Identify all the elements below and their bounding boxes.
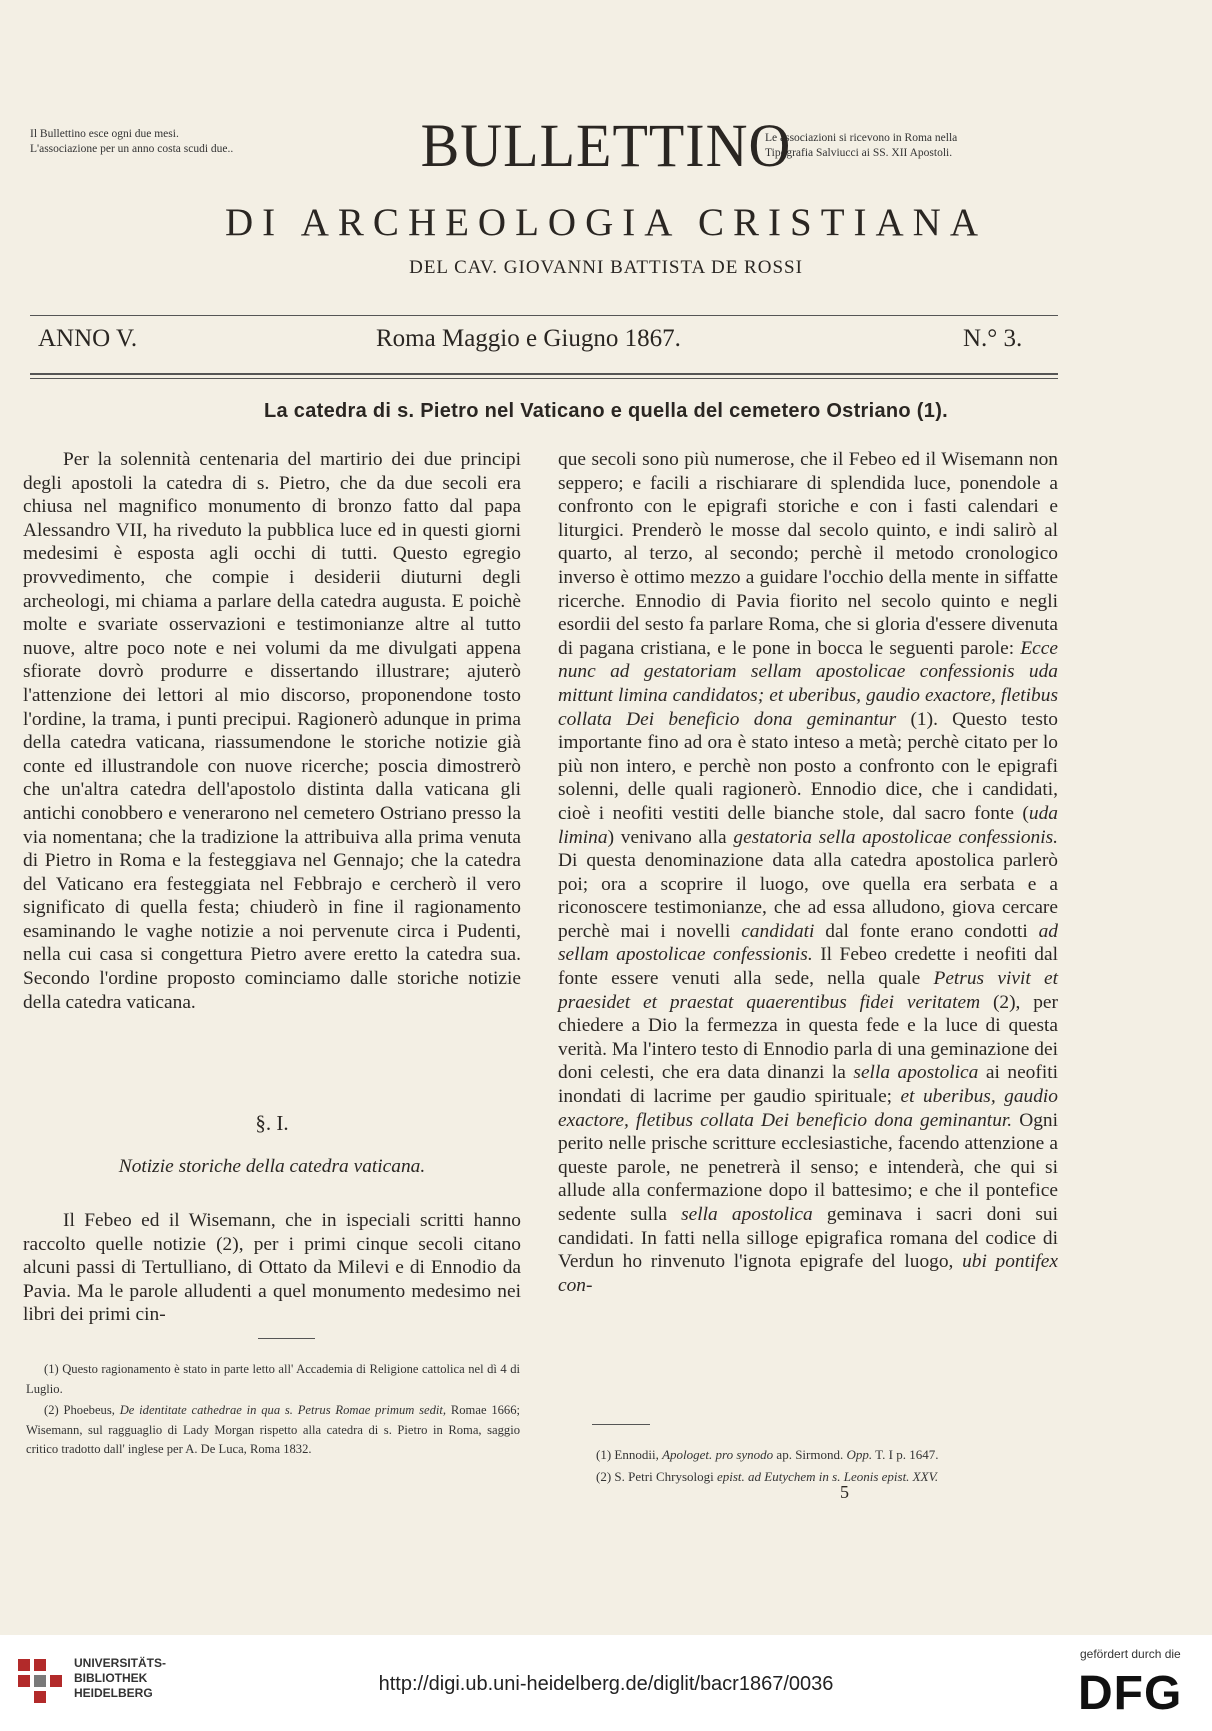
text-run: Ogni perito nelle prische scritture ecclesiastiche, facendo attenzione a queste parole, ne penetrerà il senso; e intenderà, che qui si allude alla confermazione dopo il battesimo; e che il pontefice sedente sulla (558, 1109, 1058, 1225)
library-name-line: HEIDELBERG (74, 1686, 153, 1700)
footnote-text: Romae 1666; Wisemann, sul ragguaglio di Lady Morgan rispetto alla catedra di s. Pietro in Roma, saggio critico tradotto dall' inglese per A. De Luca, Roma 1832. (26, 1403, 521, 1456)
divider (30, 373, 1058, 375)
footnote (26, 1401, 520, 1460)
location-note-line: Le associazioni si ricevono in Roma nella (765, 132, 958, 144)
text-run: (2), per chiedere a Dio la fermezza in questa fede e la luce di questa verità. Ma l'intero testo di Ennodio parla di una geminazione dei doni celesti, che era data dinanzi la (558, 991, 1058, 1084)
footnote-rule (592, 1424, 650, 1425)
text-run: dal fonte erano condotti (814, 920, 1039, 942)
text-run: geminava i sacri doni sui candidati. In fatti nella silloge epigrafica romana del codice di Verdun ho rinvenuto l'ignota epigrafe del luogo, (558, 1204, 1059, 1273)
subscription-note-line: Il Bullettino esce ogni due mesi. (30, 128, 179, 140)
footnote: (1) Questo ragionamento è stato in parte letto all' Accademia di Religione cattolica nel dì 4 di Luglio. (26, 1362, 520, 1396)
issue-number: N.° 3. (963, 325, 1023, 352)
journal-author: DEL CAV. GIOVANNI BATTISTA DE ROSSI (409, 257, 803, 278)
section-title: Notizie storiche della catedra vaticana. (118, 1156, 426, 1177)
paragraph: Il Febeo ed il Wisemann, che in ispeciali scritti hanno raccolto quelle notizie (2), per i primi cinque secoli citano alcuni passi di Tertulliano, di Ottato da Milevi e di Ennodio da Pavia. Ma le parole alludenti a quel monumento medesimo nei libri dei primi cin- (23, 1210, 521, 1326)
paragraph (558, 448, 1058, 1297)
latin-quote: ad sellam apostolicae confessionis. (558, 920, 1058, 966)
footnote-text: (1) Ennodii, (596, 1447, 663, 1462)
footnote (596, 1445, 1056, 1465)
footnote-text: ap. Sirmond. (773, 1447, 847, 1462)
latin-quote: uda limina (558, 802, 1058, 848)
issue-date: Roma Maggio e Giugno 1867. (376, 325, 681, 352)
text-run: ) venivano alla (607, 826, 734, 848)
left-column-continued (23, 1209, 521, 1327)
footnote-text: T. I p. 1647. (872, 1447, 939, 1462)
latin-quote: candidati (741, 920, 815, 942)
paragraph: Per la solennità centenaria del martirio dei due principi degli apostoli la catedra di s. Pietro, che da due secoli era chiusa nel magnifico monumento di bronzo fatto dal papa Alessandro VII, ha riveduto la pubblica luce ed in questi giorni medesimi è esposta agli occhi di tutti. Questo egregio provvedimento, che compie i desiderii diuturni degli archeologi, mi chiama a parlare della catedra augusta. E poichè molte e svariate osservazioni e testimonianze altre al tutto nuove, altre poco note e nei volumi da me divulgati appena sfiorate dovrò produrre e dissertando illustrare; ajuterò l'attenzione dei lettori al mio discorso, proponendone tosto l'ordine, la trama, i punti precipui. Ragionerò adunque in prima della catedra vaticana, riassumendone le storiche notizie già conte ed illustrandole con nuove ricerche; poscia dimostrerò che un'altra catedra dell'apostolo distinta dalla vaticana gli antichi conobbero e venerarono nel cemetero Ostriano presso la via nomentana; che la tradizione la attribuiva alla prima venuta di Pietro in Roma e la festeggiava nel Gennajo; che la catedra del Vaticano era festeggiata nel Febbrajo e cercherò il vero significato di quella festa; chiuderò in fine il ragionamento esaminando le vaghe notizie a noi pervenute circa i Pudenti, nella cui casa si congettura Pietro avere eretto la catedra sua. Secondo l'ordine proposto cominciamo dalle storiche notizie della catedra vaticana. (23, 449, 521, 1013)
text-run: que secoli sono più numerose, che il Febeo ed il Wisemann non seppero; e facili a rischiarare di splendida luce, ponendole a confronto con le epigrafi storiche e con i fasti calendari e liturgici. Prenderò le mosse dal secolo quinto, e indi salirò al quarto, al terzo, al secondo; perchè il metodo cronologico inverso è ottimo mezzo a guidare l'occhio della mente in siffatte ricerche. Ennodio di Pavia fiorito nel secolo quinto e negli esordii del sesto fa parlare Roma, che si gloria d'essere divenuta di pagana cristiana, e le pone in bocca le seguenti parole: (558, 449, 1058, 659)
location-note-line: Tipografia Salviucci ai SS. XII Apostoli. (765, 147, 953, 159)
latin-quote: sella apostolica (853, 1062, 979, 1084)
right-column (558, 448, 1058, 1297)
latin-quote: sella apostolica (681, 1204, 813, 1225)
latin-quote: ubi pontifex con- (558, 1251, 1058, 1296)
article-title: La catedra di s. Pietro nel Vaticano e quella del cemetero Ostriano (1). (263, 400, 949, 422)
latin-quote: Petrus vivit et praesidet et praestat quaerentibus fidei veritatem (558, 968, 1058, 1013)
journal-subtitle: DI ARCHEOLOGIA CRISTIANA (225, 201, 987, 244)
masthead-title: BULLETTINO (420, 111, 792, 180)
page-number: 5 (840, 1482, 849, 1502)
footnote (596, 1467, 1056, 1487)
dfg-logo[interactable]: DFG (1078, 1667, 1183, 1720)
subscription-note-line: L'associazione per un anno costa scudi due.. (30, 143, 234, 155)
footnote-rule (258, 1338, 315, 1339)
section-number: §. I. (255, 1111, 289, 1135)
latin-quote: Ecce nunc ad gestatoriam sellam apostolicae confessionis uda mittunt limina candidatos; et uberibus, gaudio exactore, fletibus collata Dei beneficio dona geminantur (558, 637, 1058, 730)
footnote-cited-title: Opp. (846, 1447, 873, 1462)
left-column (23, 448, 521, 1014)
footnote-text: (2) Phoebeus, (44, 1403, 120, 1417)
divider (30, 378, 1058, 379)
library-name-line: BIBLIOTHEK (74, 1671, 148, 1685)
latin-quote: gestatoria sella apostolicae confessionis. (733, 826, 1058, 848)
footnote-cited-title: De identitate cathedrae in qua s. Petrus Romae primum sedit, (119, 1403, 447, 1417)
source-url-link[interactable]: http://digi.ub.uni-heidelberg.de/diglit/bacr1867/0036 (378, 1673, 834, 1695)
text-run: ai neofiti inondati di lacrime per gaudio spirituale; (558, 1062, 1058, 1108)
footnote-cited-title: Apologet. pro synodo (662, 1447, 774, 1462)
text-run: Di questa denominazione data alla catedra apostolica parlerò poi; ora a scoprire il luogo, ove quella era serbata e a riconoscere testimonianze, che ad essa alludono, giova cercare perchè mai i novelli (558, 850, 1058, 942)
divider (30, 315, 1058, 316)
latin-quote: et uberibus, gaudio exactore, fletibus collata Dei beneficio dona geminantur. (558, 1086, 1058, 1131)
library-name-line: UNIVERSITÄTS- (74, 1656, 167, 1670)
text-run: (1). Questo testo importante fino ad ora è stato inteso a metà; perchè citato per lo più non intero, e perchè non posto a confronto con le epigrafi solenni, delle quali ragionerò. Ennodio dice, che i candidati, cioè i neofiti vestiti delle bianche stole, dal sacro fonte ( (558, 708, 1059, 824)
sponsor-label: gefördert durch die (1080, 1647, 1181, 1661)
left-footnotes (26, 1360, 520, 1462)
footnote-cited-title: epist. ad Eutychem in s. Leonis epist. XXV. (716, 1469, 939, 1484)
footnote-text: (2) S. Petri Chrysologi (596, 1469, 717, 1484)
right-footnotes (596, 1445, 1056, 1489)
issue-year: ANNO V. (38, 325, 138, 352)
text-run: Il Febeo credette i neofiti dal fonte essere venuti alla sede, nella quale (558, 944, 1058, 990)
